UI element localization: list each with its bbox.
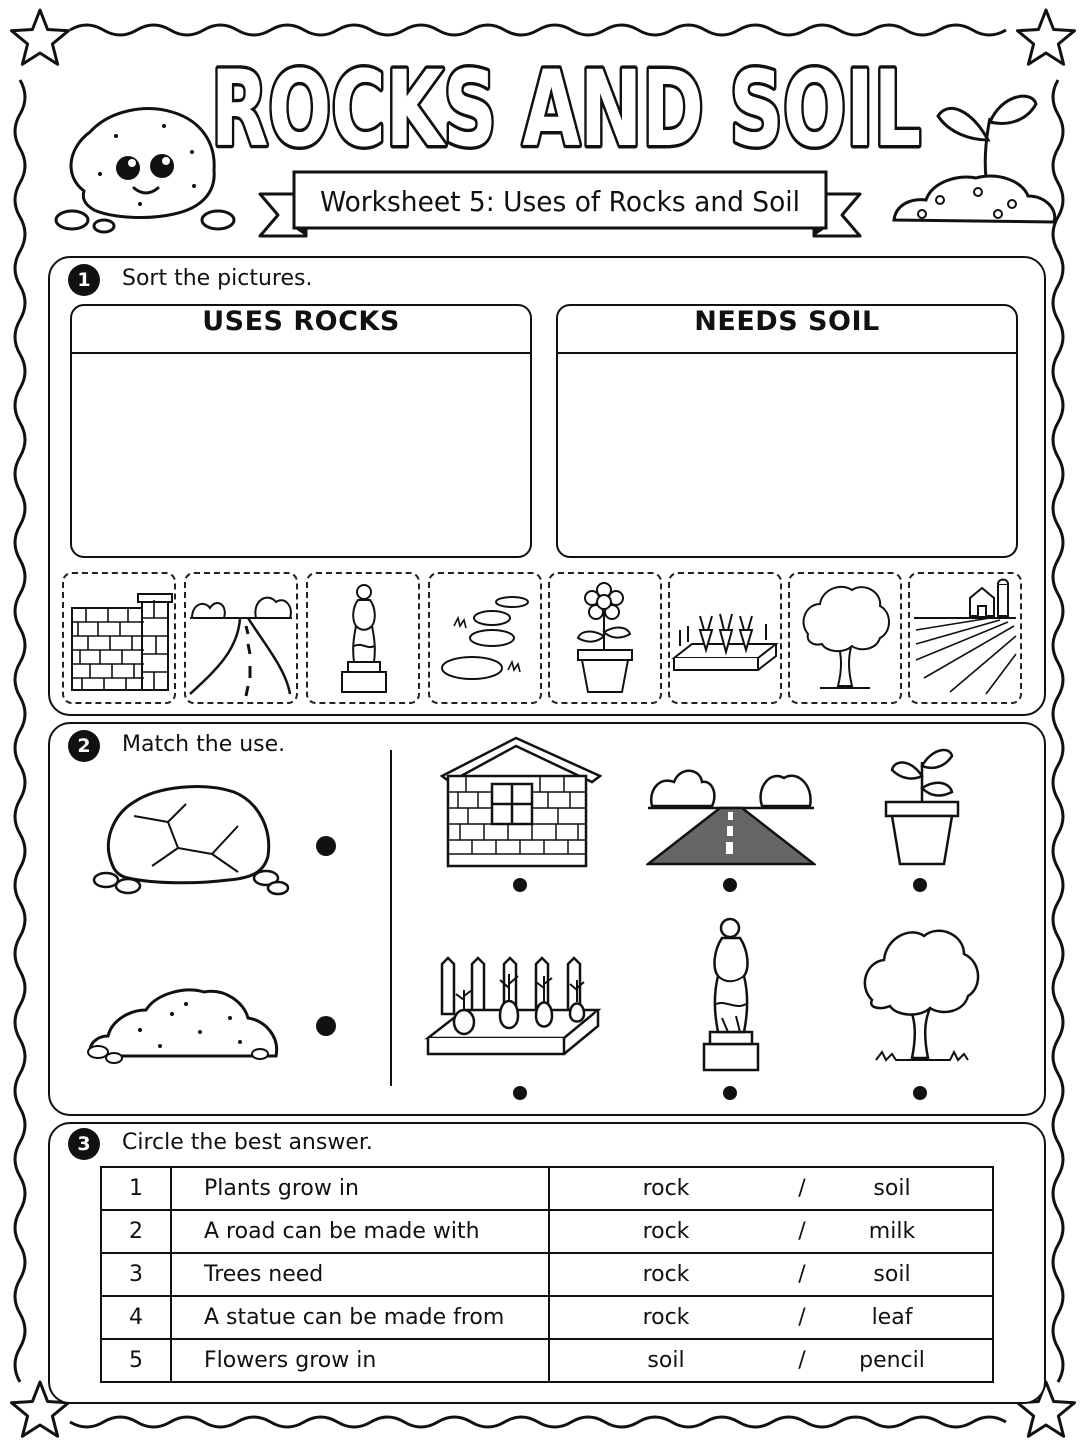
option-separator: / [798,1348,806,1373]
stone-wall-icon [64,574,174,702]
option-separator: / [798,1219,806,1244]
stone-house-icon [440,736,602,870]
sort-card[interactable] [908,572,1022,704]
tree-icon [790,574,900,702]
soil-pile-icon [80,970,284,1066]
answer-option[interactable]: rock [642,1262,690,1287]
question-number: 4 [101,1296,171,1339]
answer-option[interactable]: rock [642,1305,690,1330]
answer-table [100,1166,994,1383]
answer-options [549,1296,993,1339]
page-title: ROCKS AND SOIL [211,48,921,170]
stepping-stones-icon [430,574,540,702]
statue-icon [308,574,418,702]
option-separator: / [798,1262,806,1287]
sort-box-needs-soil[interactable] [556,304,1018,558]
vegetable-garden-icon [670,574,780,702]
question-text: A statue can be made from [171,1296,549,1339]
section-instruction: Match the use. [122,732,286,757]
question-number: 3 [101,1253,171,1296]
answer-option[interactable]: rock [642,1219,690,1244]
sort-card[interactable] [788,572,902,704]
sort-card[interactable] [62,572,176,704]
question-text: Plants grow in [171,1167,549,1210]
sort-card[interactable] [428,572,542,704]
tree-icon [858,918,984,1066]
sort-card[interactable] [184,572,298,704]
match-dot[interactable] [913,1086,927,1100]
question-text: Trees need [171,1253,549,1296]
match-dot[interactable] [513,878,527,892]
match-dot[interactable] [913,878,927,892]
match-dot[interactable] [723,878,737,892]
sort-box-heading: USES ROCKS [72,306,530,354]
option-separator: / [798,1305,806,1330]
answer-option[interactable]: soil [647,1348,685,1373]
worksheet-subtitle: Worksheet 5: Uses of Rocks and Soil [320,185,800,218]
section-instruction: Circle the best answer. [122,1130,373,1155]
sprout-soil-icon [886,88,1062,236]
match-dot[interactable] [513,1086,527,1100]
question-number: 1 [101,1167,171,1210]
option-separator: / [798,1176,806,1201]
table-row [101,1296,993,1339]
match-dot[interactable] [723,1086,737,1100]
rock-icon [88,780,294,896]
sort-box-uses-rocks[interactable] [70,304,532,558]
farm-field-icon [910,574,1020,702]
question-number: 5 [101,1339,171,1382]
section-instruction: Sort the pictures. [122,266,313,291]
rock-mascot-icon [54,96,236,236]
seedling-pot-icon [880,740,964,868]
vegetable-garden-icon [424,954,604,1080]
answer-option[interactable]: soil [873,1262,911,1287]
table-row [101,1253,993,1296]
question-text: A road can be made with [171,1210,549,1253]
page-title-fill: ROCKS AND SOIL [211,48,921,170]
answer-option[interactable]: milk [868,1219,916,1244]
answer-options [549,1167,993,1210]
answer-option[interactable]: soil [873,1176,911,1201]
match-dot[interactable] [316,836,336,856]
answer-options [549,1253,993,1296]
match-dot[interactable] [316,1016,336,1036]
sort-card[interactable] [668,572,782,704]
table-row [101,1167,993,1210]
table-row [101,1210,993,1253]
answer-option[interactable]: leaf [871,1305,913,1330]
section-number: 1 [68,264,100,296]
sort-card[interactable] [306,572,420,704]
answer-option[interactable]: rock [642,1176,690,1201]
answer-options [549,1339,993,1382]
road-icon [186,574,296,702]
question-number: 2 [101,1210,171,1253]
section-number: 2 [68,730,100,762]
ribbon-banner [258,166,862,246]
answer-options [549,1210,993,1253]
match-divider [390,750,392,1086]
statue-icon [698,914,764,1074]
question-text: Flowers grow in [171,1339,549,1382]
answer-option[interactable]: pencil [859,1348,925,1373]
sort-card[interactable] [548,572,662,704]
table-row [101,1339,993,1382]
section-number: 3 [68,1128,100,1160]
road-icon [646,760,816,868]
sort-box-heading: NEEDS SOIL [558,306,1016,354]
potted-flower-icon [550,574,660,702]
